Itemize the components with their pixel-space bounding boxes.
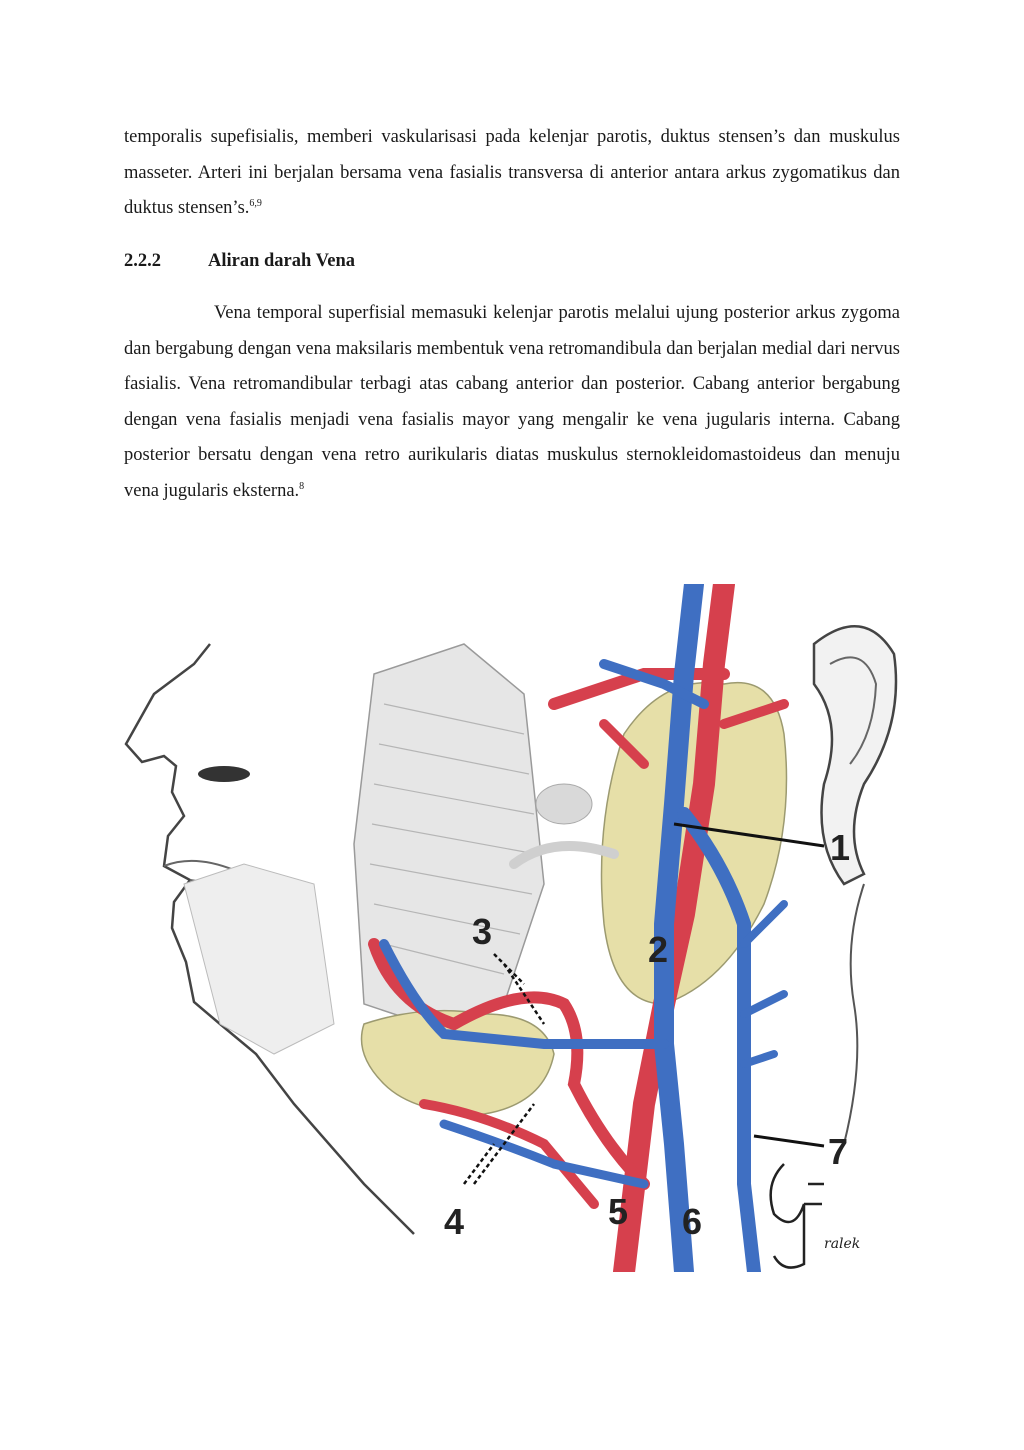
accessory-gland: [536, 784, 592, 824]
neck-vein-illustration: [124, 584, 900, 1272]
label-2: 2: [648, 929, 669, 970]
paragraph-1-text: temporalis supefisialis, memberi vaskularisasi pada kelenjar parotis, duktus stensen’s dan muskulus masseter. Arteri ini berjalan bersama vena fasialis transversa di anterior antara arkus zygomatikus dan duktus stensen’s.: [124, 127, 900, 218]
neck-outline: [844, 884, 864, 1144]
label-3: 3: [472, 911, 493, 952]
svg-text:ralek: ralek: [824, 1236, 861, 1252]
citation-superscript: 8: [299, 480, 305, 492]
section-number: 2.2.2: [124, 251, 161, 271]
nostril: [198, 766, 250, 782]
label-7: 7: [828, 1131, 849, 1172]
label-4: 4: [444, 1201, 465, 1242]
citation-superscript: 6,9: [249, 197, 262, 209]
section-heading: [124, 246, 900, 276]
lower-artery-branch: [424, 1104, 594, 1204]
ear: [814, 626, 896, 884]
paragraph-1: [124, 120, 900, 227]
cheek-shading: [184, 864, 334, 1054]
section-title: Aliran darah Vena: [208, 251, 356, 271]
label-5: 5: [608, 1191, 629, 1232]
anatomy-figure: [124, 584, 900, 1272]
label-1: 1: [830, 827, 851, 868]
label-6: 6: [682, 1201, 703, 1242]
pointer-line-7: [754, 1136, 824, 1146]
artist-signature: [771, 1164, 861, 1268]
paragraph-2-text: Vena temporal superfisial memasuki kelenjar parotis melalui ujung posterior arkus zygoma dan bergabung dengan vena maksilaris membentuk vena retromandibula dan berjalan medial dari nervus fasialis. Vena retromandibular terbagi atas cabang anterior dan posterior. Cabang anterior bergabung dengan vena fasialis menjadi vena fasialis mayor yang mengalir ke vena jugularis interna. Cabang posterior bersatu dengan vena retro aurikularis diatas muskulus sternokleidomastoideus dan menuju vena jugularis eksterna.: [124, 303, 900, 501]
paragraph-2: [124, 296, 900, 509]
